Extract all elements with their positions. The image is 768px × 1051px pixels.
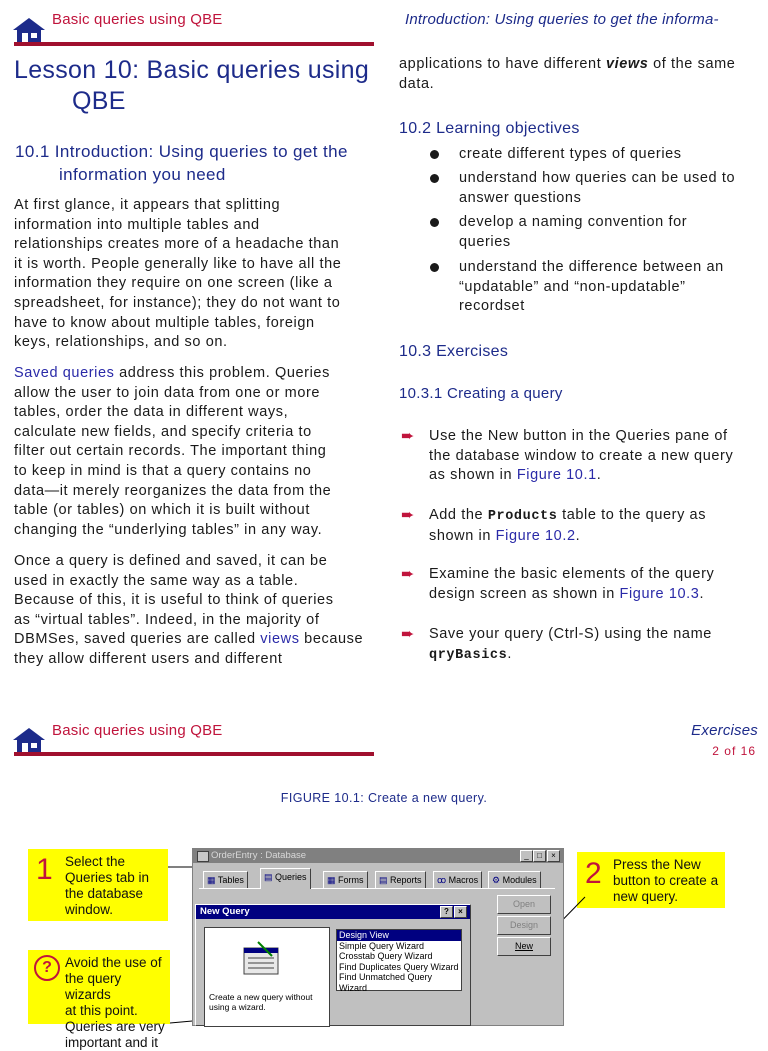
- figure-10-2-link[interactable]: Figure 10.2: [495, 527, 576, 544]
- paragraph-saved-queries: Saved queries address this problem. Queries allow the user to join data from one or more tables, order the data in different ways, calculate new fields, and specify criteria to filter out certain records. The important thing to keep in mind is that a query contains no data—it merely reorganizes the data from the table (or tables) on which it is built without changing the “underlying tables” in any way.: [14, 365, 332, 538]
- open-button[interactable]: Open: [497, 895, 551, 914]
- tab-macros[interactable]: ꝏ Macros: [433, 871, 482, 889]
- module-icon: ⚙: [492, 875, 503, 885]
- tab-modules[interactable]: ⚙ Modules: [488, 871, 541, 889]
- lesson-title-line2: QBE: [72, 87, 126, 115]
- form-icon: ▦: [327, 875, 339, 885]
- tab-forms[interactable]: ▦ Forms: [323, 871, 368, 889]
- header-chapter-link[interactable]: Basic queries using QBE: [52, 11, 223, 28]
- tab-panel-border: [199, 888, 555, 889]
- new-query-dialog: [195, 904, 471, 1026]
- bullet-dot: [430, 263, 439, 272]
- design-button[interactable]: Design: [497, 916, 551, 935]
- step-arrow-icon: ➨: [401, 566, 415, 583]
- paragraph-virtual-tables: Once a query is defined and saved, it can be used in exactly the same way as a table. Because of this, it is useful to think of queries as “virtual tables”. Indeed, in the majority of DBMSes, saved queries are called views because they allow different users and different: [14, 553, 364, 667]
- preview-description: using a wizard.: [209, 1002, 266, 1012]
- query-type-list[interactable]: [336, 929, 462, 991]
- maximize-button[interactable]: □: [533, 850, 546, 862]
- database-icon: [197, 851, 209, 862]
- tab-reports[interactable]: ▤ Reports: [375, 871, 426, 889]
- saved-queries-link[interactable]: Saved queries: [14, 365, 115, 381]
- list-item-unmatched-wizard[interactable]: Find Unmatched Query Wizard: [339, 972, 433, 993]
- tab-tables[interactable]: ▦ Tables: [203, 871, 248, 889]
- home-icon[interactable]: [12, 16, 46, 44]
- page-number: 2 of 16: [712, 744, 756, 758]
- list-item-crosstab-wizard[interactable]: Crosstab Query Wizard: [339, 951, 433, 961]
- callout-3: ? Avoid the use of the query wizards at this point. Queries are very important and it: [28, 950, 170, 1024]
- section-10-3-1-heading: 10.3.1 Creating a query: [399, 385, 563, 402]
- views-link[interactable]: views: [260, 631, 300, 648]
- bullet-dot: [430, 174, 439, 183]
- callout-number: 1: [36, 853, 53, 886]
- preview-description: Create a new query without: [209, 992, 313, 1002]
- section-10-1-heading-line2: information you need: [59, 165, 226, 184]
- new-button[interactable]: New: [497, 937, 551, 956]
- callout-2: 2 Press the New button to create a new query.: [577, 852, 725, 908]
- figure-caption: FIGURE 10.1: Create a new query.: [280, 791, 488, 805]
- footer-section-title: Exercises: [691, 722, 758, 739]
- step-1: Use the New button in the Queries pane of the database window to create a new query as shown in Figure 10.1.: [429, 428, 734, 484]
- objective-item: create different types of queries: [459, 146, 682, 162]
- database-window-titlebar[interactable]: OrderEntry : Database _ □ ×: [193, 849, 563, 863]
- tab-queries[interactable]: ▤ Queries: [260, 868, 311, 889]
- list-item-simple-wizard[interactable]: Simple Query Wizard: [339, 940, 425, 951]
- footer-rule: [14, 752, 374, 756]
- step-arrow-icon: ➨: [401, 507, 415, 524]
- step-4: Save your query (Ctrl-S) using the name qryBasics.: [429, 626, 712, 663]
- section-10-1-heading-line1: 10.1 Introduction: Using queries to get the: [15, 142, 348, 161]
- figure-10-1-link[interactable]: Figure 10.1: [516, 467, 597, 484]
- design-view-icon: [240, 940, 288, 980]
- lesson-title-line1: Lesson 10: Basic queries using: [14, 56, 370, 84]
- step-2: Add the Products table to the query as shown in Figure 10.2.: [429, 507, 707, 544]
- objective-item: understand the difference between an “updatable” and “non-updatable” recordset: [459, 259, 724, 315]
- home-icon[interactable]: [12, 726, 46, 754]
- header-section-title: Introduction: Using queries to get the informa-: [405, 11, 719, 28]
- header-rule: [14, 42, 374, 46]
- minimize-button[interactable]: _: [520, 850, 533, 862]
- close-button[interactable]: ×: [547, 850, 560, 862]
- list-item-design-view[interactable]: Design View: [337, 930, 461, 941]
- callout-1: 1 Select the Queries tab in the database window.: [28, 849, 168, 921]
- table-icon: ▦: [207, 875, 218, 885]
- step-arrow-icon: ➨: [401, 626, 415, 643]
- query-preview-pane: [204, 927, 330, 1027]
- objective-item: develop a naming convention for queries: [459, 214, 688, 250]
- bullet-dot: [430, 218, 439, 227]
- report-icon: ▤: [379, 875, 391, 885]
- section-10-3-heading: 10.3 Exercises: [399, 343, 509, 360]
- new-query-titlebar[interactable]: New Query ? ×: [196, 905, 470, 919]
- figure-10-3-link[interactable]: Figure 10.3: [619, 585, 700, 602]
- list-item-duplicates-wizard[interactable]: Find Duplicates Query Wizard: [339, 961, 459, 972]
- close-button[interactable]: ×: [454, 906, 467, 918]
- step-arrow-icon: ➨: [401, 428, 415, 445]
- objective-item: understand how queries can be used to answer questions: [459, 170, 736, 206]
- callout-number: 2: [585, 857, 602, 890]
- section-10-2-heading: 10.2 Learning objectives: [399, 120, 580, 137]
- footer-chapter-link[interactable]: Basic queries using QBE: [52, 722, 223, 739]
- paragraph-continued: applications to have different views of the same data.: [399, 56, 736, 92]
- bullet-dot: [430, 150, 439, 159]
- help-button[interactable]: ?: [440, 906, 453, 918]
- macro-icon: ꝏ: [437, 875, 449, 885]
- step-3: Examine the basic elements of the query design screen as shown in Figure 10.3.: [429, 566, 715, 602]
- query-icon: ▤: [264, 872, 276, 882]
- paragraph-intro: At first glance, it appears that splitting information into multiple tables and relationships creates more of a headache than it is worth. People generally like to have all the information they require on one screen (like a spreadsheet, for instance); they do not want to have to know about multiple tables, foreign keys, relationships, and so on.: [14, 197, 342, 351]
- question-icon: ?: [34, 955, 60, 981]
